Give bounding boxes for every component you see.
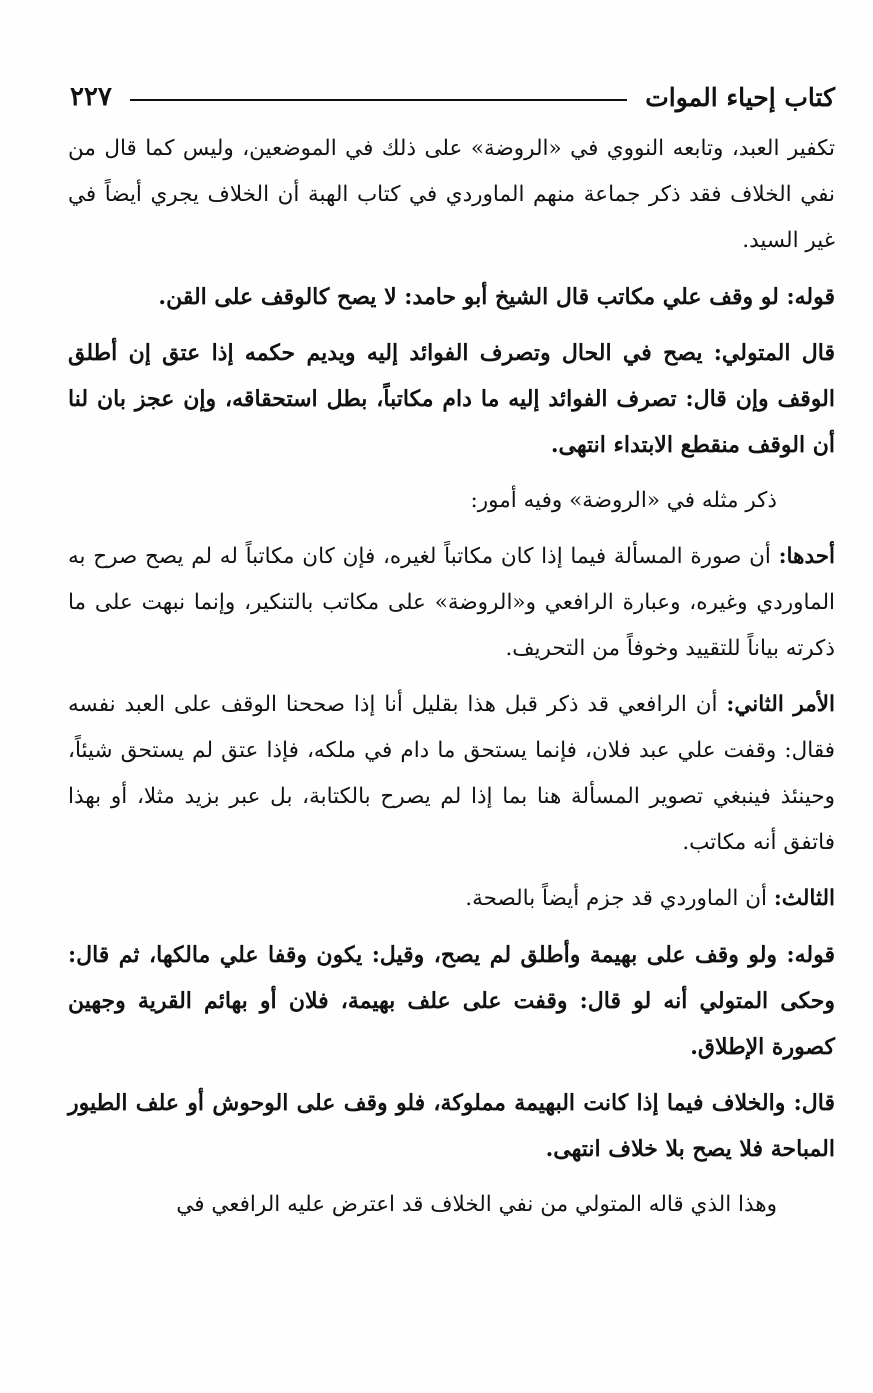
paragraph-4 xyxy=(68,478,835,524)
paragraph-9 xyxy=(68,1080,835,1172)
paragraph-3 xyxy=(68,330,835,468)
paragraph-text: أن الرافعي قد ذكر قبل هذا بقليل أنا إذا صححنا الوقف على العبد نفسه فقال: وقفت علي عبد فلان، فإنما يستحق ما دام في ملكه، فإذا عتق لم يستحق شيئاً، وحينئذ فينبغي تصوير المسألة هنا بما إذا لم يصرح بالكتابة، بل عبر بزيد مثلا، أو بهذا فاتفق أنه مكاتب. xyxy=(68,692,835,855)
paragraph-text: قوله: لو وقف علي مكاتب قال الشيخ أبو حامد: لا يصح كالوقف على القن. xyxy=(158,284,835,310)
paragraph-lead: الثالث: xyxy=(773,886,835,911)
chapter-title: كتاب إحياء الموات xyxy=(645,82,835,112)
paragraph-text: قال المتولي: يصح في الحال وتصرف الفوائد إليه ويديم حكمه إذا عتق إن أطلق الوقف وإن قال: تصرف الفوائد إليه ما دام مكاتباً، بطل استحقاقه، وإن عجز بان لنا أن الوقف منقطع الابتداء انتهى. xyxy=(68,340,835,458)
paragraph-text: وهذا الذي قاله المتولي من نفي الخلاف قد اعترض عليه الرافعي في xyxy=(176,1192,777,1217)
paragraph-7 xyxy=(68,876,835,922)
paragraph-2 xyxy=(68,274,835,320)
paragraph-text: تكفير العبد، وتابعه النووي في «الروضة» على ذلك في الموضعين، وليس كما قال من نفي الخلاف فقد ذكر جماعة منهم الماوردي في كتاب الهبة أن الخلاف يجري أيضاً في غير السيد. xyxy=(68,136,835,253)
paragraph-text: أن الماوردي قد جزم أيضاً بالصحة. xyxy=(465,886,774,911)
paragraph-5 xyxy=(68,534,835,672)
page-number: ٢٢٧ xyxy=(70,82,112,112)
running-header xyxy=(70,72,835,122)
paragraph-10 xyxy=(68,1182,835,1228)
paragraph-text: أن صورة المسألة فيما إذا كان مكاتباً لغيره، فإن كان مكاتباً له لم يصح صرح به الماوردي وغيره، وعبارة الرافعي و«الروضة» على مكاتب بالتنكير، وإنما نبهت على ما ذكرته بياناً للتقييد وخوفاً من التحريف. xyxy=(68,544,835,661)
header-divider xyxy=(130,99,627,101)
paragraph-text: قال: والخلاف فيما إذا كانت البهيمة مملوكة، فلو وقف على الوحوش أو علف الطيور المباحة فلا يصح بلا خلاف انتهى. xyxy=(68,1090,835,1162)
paragraph-6 xyxy=(68,682,835,866)
paragraph-lead: الأمر الثاني: xyxy=(726,692,835,717)
paragraph-1 xyxy=(68,126,835,264)
paragraph-text: قوله: ولو وقف على بهيمة وأطلق لم يصح، وقيل: يكون وقفا علي مالكها، ثم قال: وحكى المتولي أنه لو قال: وقفت على علف بهيمة، فلان أو بهائم القرية وجهين كصورة الإطلاق. xyxy=(68,942,835,1060)
paragraph-text: ذكر مثله في «الروضة» وفيه أمور: xyxy=(470,488,777,513)
paragraph-lead: أحدها: xyxy=(778,544,835,569)
paragraph-8 xyxy=(68,932,835,1070)
page-body xyxy=(68,126,835,1238)
